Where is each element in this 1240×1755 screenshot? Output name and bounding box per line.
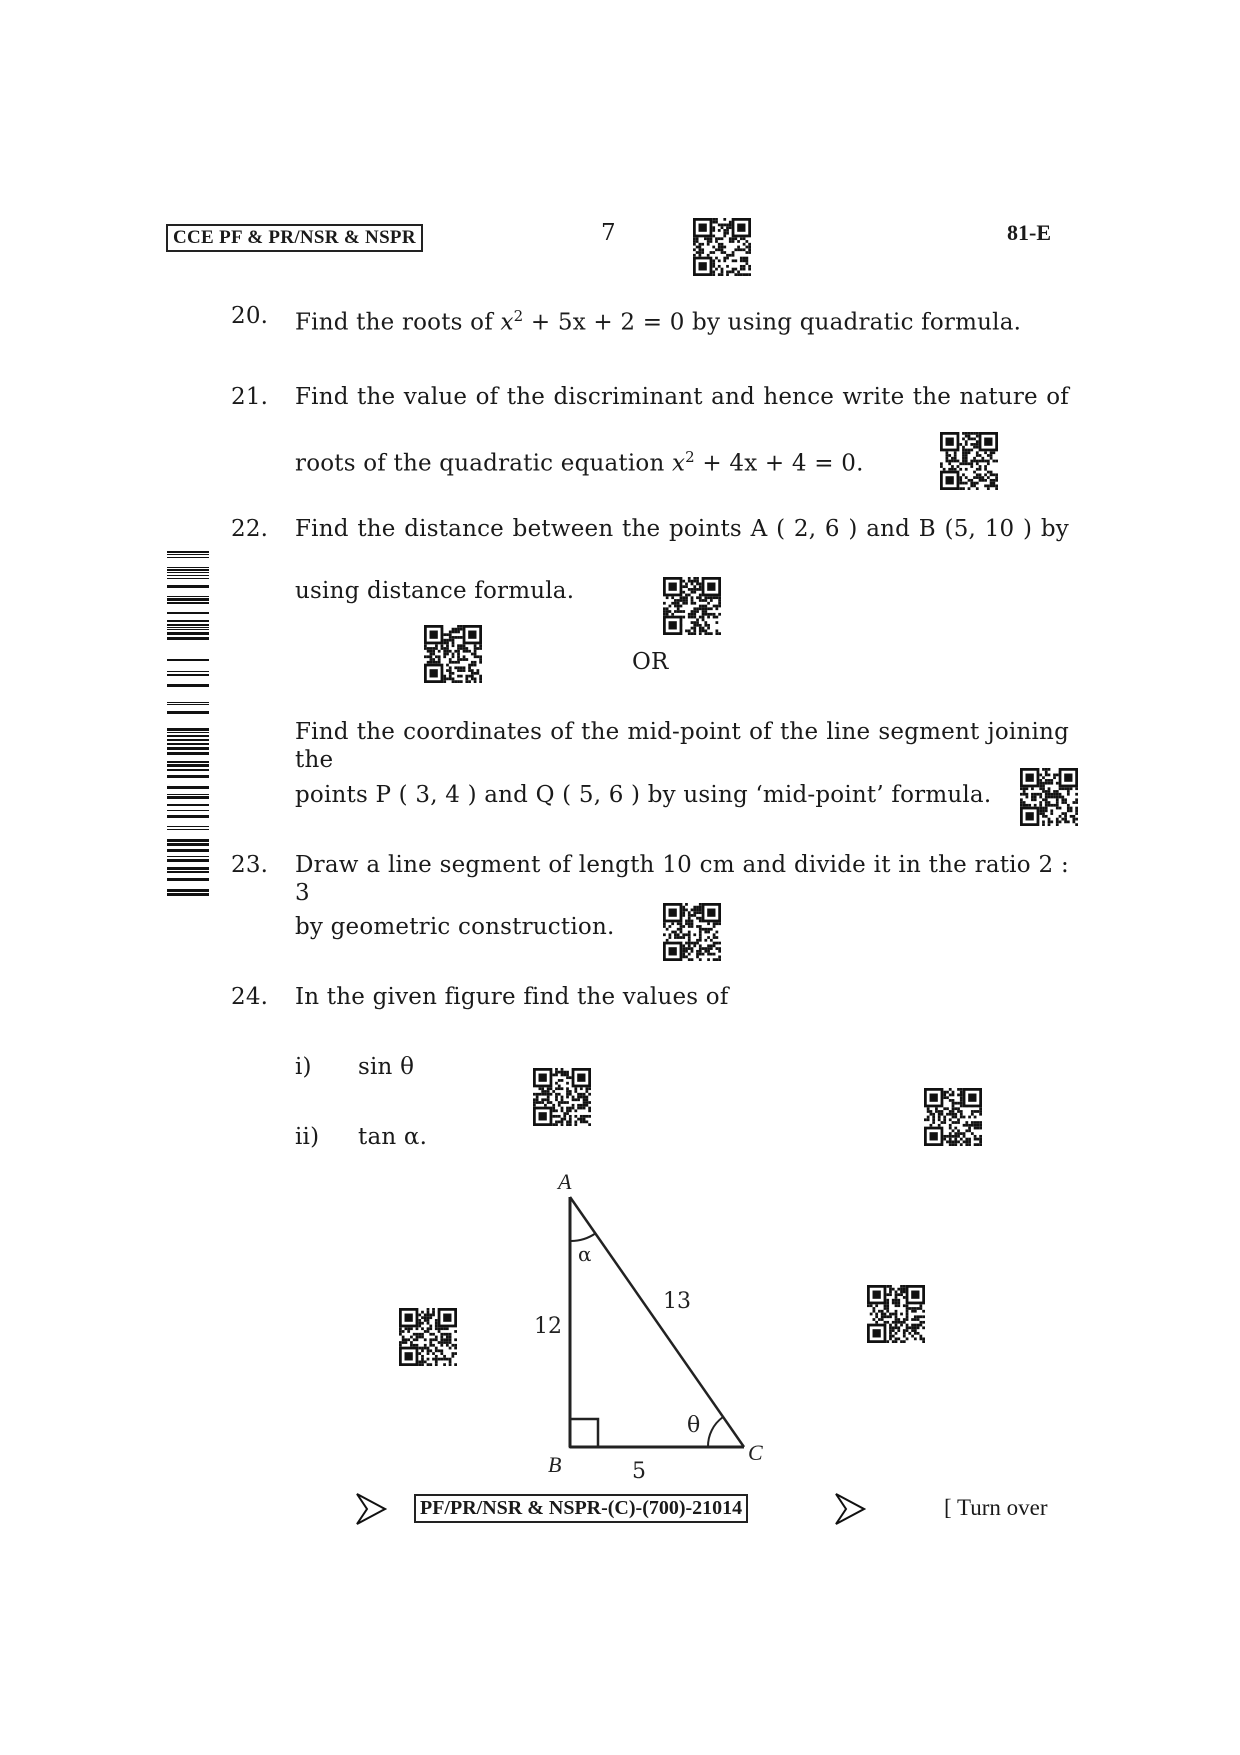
sub-question-text: sin θ <box>358 1054 415 1080</box>
question-21-line2: roots of the quadratic equation $x^2 + 4x + 4 = 0$. <box>295 448 864 477</box>
qr-code-icon <box>940 432 998 490</box>
question-number: 22. <box>231 516 269 542</box>
question-24-line1: In the given figure find the values of <box>295 984 729 1010</box>
footer-code-box: PF/PR/NSR & NSPR-(C)-(700)-21014 <box>414 1494 748 1523</box>
paper-subject-code: 81-E <box>1007 220 1051 245</box>
arrow-pointer-icon <box>834 1492 866 1526</box>
angle-label-theta: θ <box>687 1413 701 1438</box>
vertex-label-c: C <box>748 1440 763 1465</box>
arrow-pointer-icon <box>355 1492 387 1526</box>
page-number: 7 <box>601 220 616 246</box>
sub-question-label: i) <box>295 1054 312 1080</box>
qr-code-icon <box>924 1088 982 1146</box>
or-separator: OR <box>632 649 669 675</box>
side-label-ab: 12 <box>534 1314 562 1339</box>
qr-code-icon <box>867 1285 925 1343</box>
sub-question-label: ii) <box>295 1124 320 1150</box>
question-number: 21. <box>231 384 269 410</box>
turn-over-note: [ Turn over <box>944 1495 1048 1520</box>
question-23-line1: Draw a line segment of length 10 cm and divide it in the ratio 2 : 3 <box>295 852 1069 906</box>
qr-code-icon <box>663 577 721 635</box>
question-23-line2: by geometric construction. <box>295 914 615 940</box>
paper-code-box: CCE PF & PR/NSR & NSPR <box>166 224 423 252</box>
question-21-line1: Find the value of the discriminant and hence write the nature of <box>295 384 1069 410</box>
qr-code-icon <box>663 903 721 961</box>
qr-code-icon <box>533 1068 591 1126</box>
qr-code-icon <box>1020 768 1078 826</box>
question-number: 20. <box>231 303 269 329</box>
qr-code-icon <box>693 218 751 276</box>
vertex-label-a: A <box>558 1169 572 1194</box>
question-22-line4: points P ( 3, 4 ) and Q ( 5, 6 ) by using ‘mid-point’ formula. <box>295 782 992 808</box>
qr-code-icon <box>424 625 482 683</box>
question-22-line1: Find the distance between the points A ( 2, 6 ) and B (5, 10 ) by <box>295 516 1069 542</box>
question-number: 23. <box>231 852 269 878</box>
question-20-text: Find the roots of $x^2 + 5x + 2 = 0$ by using quadratic formula. <box>295 307 1022 336</box>
question-number: 24. <box>231 984 269 1010</box>
qr-code-icon <box>399 1308 457 1366</box>
side-label-ac: 13 <box>663 1289 691 1314</box>
question-22-line2: using distance formula. <box>295 578 575 604</box>
sub-question-text: tan α. <box>358 1124 428 1150</box>
barcode-icon <box>167 551 209 903</box>
triangle-figure <box>520 1155 780 1485</box>
vertex-label-b: B <box>548 1452 562 1477</box>
question-22-line3: Find the coordinates of the mid-point of the line segment joining the <box>295 719 1069 773</box>
angle-label-alpha: α <box>578 1242 592 1266</box>
side-label-bc: 5 <box>632 1459 646 1484</box>
